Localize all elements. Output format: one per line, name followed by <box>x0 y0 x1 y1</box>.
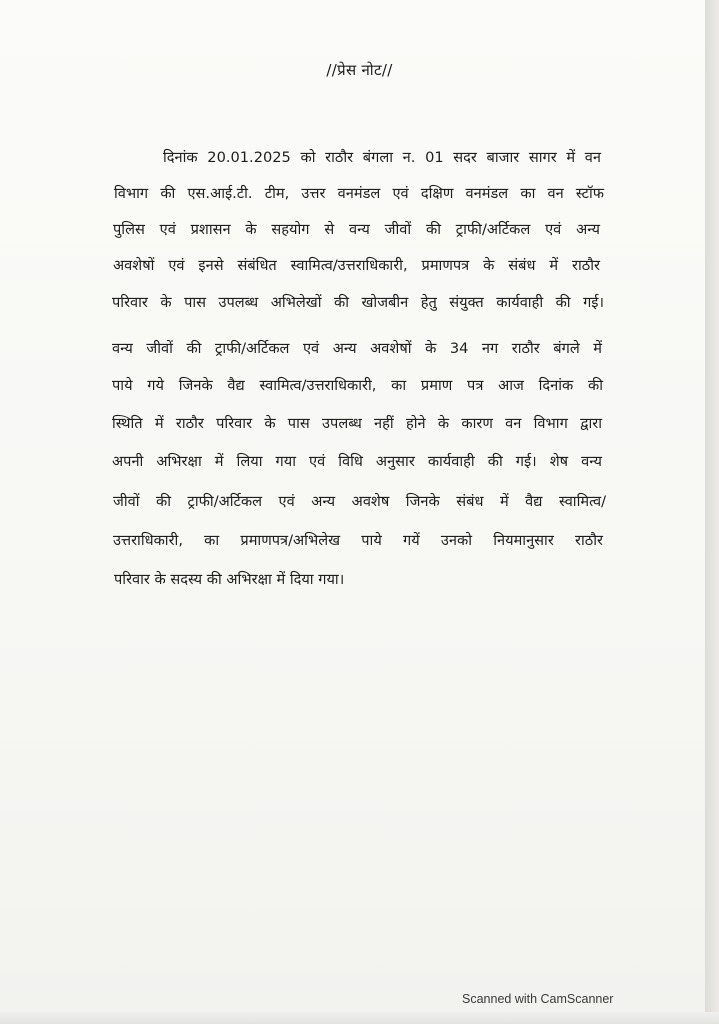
paragraph-line-11: उत्तराधिकारी, का प्रमाणपत्र/अभिलेख पाये गयें उनको नियमानुसार राठौर <box>113 532 603 549</box>
paragraph-line-5: परिवार के पास उपलब्ध अभिलेखों की खोजबीन हेतु संयुक्त कार्यवाही की गई। <box>112 294 604 311</box>
scanner-watermark: Scanned with CamScanner <box>462 992 614 1006</box>
paragraph-line-3: पुलिस एवं प्रशासन के सहयोग से वन्य जीवों की ट्राफी/अर्टिकल एवं अन्य <box>113 221 600 238</box>
press-note-heading: //प्रेस नोट// <box>326 61 393 79</box>
paragraph-line-2: विभाग की एस.आई.टी. टीम, उत्तर वनमंडल एवं दक्षिण वनमंडल का वन स्टॉफ <box>114 185 604 202</box>
scan-bottom-strip <box>0 1012 719 1024</box>
paragraph-line-12: परिवार के सदस्य की अभिरक्षा में दिया गया। <box>114 571 345 588</box>
paragraph-line-4: अवशेषों एवं इनसे संबंधित स्वामित्व/उत्तराधिकारी, प्रमाणपत्र के संबंध में राठौर <box>113 257 600 274</box>
page-edge <box>705 0 719 1024</box>
paragraph-line-8: स्थिति में राठौर परिवार के पास उपलब्ध नहीं होने के कारण वन विभाग द्वारा <box>112 415 602 432</box>
paragraph-line-7: पाये गये जिनके वैद्य स्वामित्व/उत्तराधिकारी, का प्रमाण पत्र आज दिनांक की <box>112 377 603 394</box>
paragraph-line-10: जीवों की ट्राफी/अर्टिकल एवं अन्य अवशेष जिनके संबंध में वैद्य स्वामित्व/ <box>113 493 606 510</box>
paragraph-line-6: वन्य जीवों की ट्राफी/अर्टिकल एवं अन्य अवशेषों के 34 नग राठौर बंगले में <box>112 340 602 357</box>
paragraph-line-9: अपनी अभिरक्षा में लिया गया एवं विधि अनुसार कार्यवाही की गई। शेष वन्य <box>112 453 602 470</box>
paragraph-line-1: दिनांक 20.01.2025 को राठौर बंगला न. 01 सदर बाजार सागर में वन <box>163 149 601 166</box>
